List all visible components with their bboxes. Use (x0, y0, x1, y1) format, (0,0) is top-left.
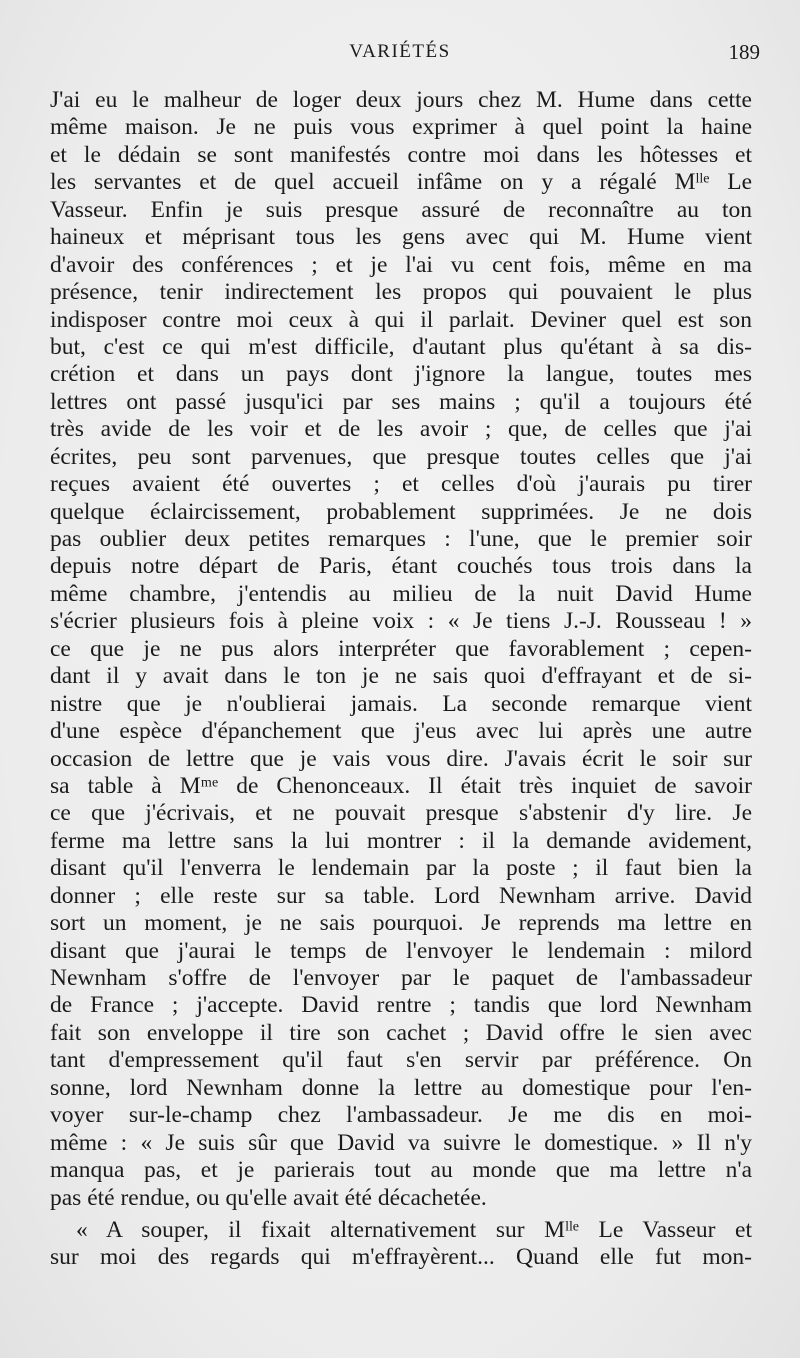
text-line: haineux et méprisant tous les gens avec qui M. Hume vient (50, 224, 752, 251)
text-line: ferme ma lettre sans la lui montrer : il la demande avidement, (50, 827, 752, 854)
text-line: sort un moment, je ne sais pourquoi. Je reprends ma lettre en (50, 910, 752, 937)
text-line: Newnham s'offre de l'envoyer par le paquet de l'ambassadeur (50, 965, 752, 991)
text-line: tant d'empressement qu'il faut s'en servir par préférence. On (50, 1047, 752, 1074)
text-line: but, c'est ce qui m'est difficile, d'autant plus qu'étant à sa dis- (50, 333, 752, 360)
text-line: très avide de les voir et de les avoir ; que, de celles que j'ai (50, 416, 752, 443)
text-line: reçues avaient été ouvertes ; et celles d'où j'aurais pu tirer (50, 471, 752, 498)
running-title: VARIÉTÉS (349, 41, 451, 62)
text-line: ce que je ne pus alors interpréter que favorablement ; cepen- (50, 635, 752, 662)
text-line: « A souper, il fixait alternativement sur Mˡˡᵉ Le Vasseur et (76, 1216, 752, 1243)
text-line: pas été rendue, ou qu'elle avait été décachetée. (50, 1184, 487, 1211)
text-line: lettres ont passé jusqu'ici par ses mains ; qu'il a toujours été (50, 388, 752, 415)
text-line: de France ; j'accepte. David rentre ; tandis que lord Newnham (50, 992, 752, 1019)
text-line: fait son enveloppe il tire son cachet ; David offre le sien avec (50, 1019, 752, 1046)
text-line: d'avoir des conférences ; et je l'ai vu cent fois, même en ma (50, 251, 752, 278)
text-line: crétion et dans un pays dont j'ignore la langue, toutes mes (50, 361, 752, 388)
text-line: ce que j'écrivais, et ne pouvait presque s'abstenir d'y lire. Je (50, 800, 752, 827)
text-line: présence, tenir indirectement les propos qui pouvaient le plus (50, 279, 752, 306)
text-line: même chambre, j'entendis au milieu de la nuit David Hume (50, 580, 752, 607)
text-line: les servantes et de quel accueil infâme on y a régalé Mˡˡᵉ Le (50, 169, 752, 196)
text-line: Vasseur. Enfin je suis presque assuré de reconnaître au ton (50, 196, 752, 223)
text-line: donner ; elle reste sur sa table. Lord Newnham arrive. David (50, 882, 752, 909)
text-line: manqua pas, et je parierais tout au monde que ma lettre n'a (50, 1157, 752, 1184)
text-line: écrites, peu sont parvenues, que presque toutes celles que j'ai (50, 443, 752, 470)
text-line: dant il y avait dans le ton je ne sais quoi d'effrayant et de si- (50, 663, 752, 690)
text-line: occasion de lettre que je vais vous dire. J'avais écrit le soir sur (50, 745, 752, 772)
text-line: J'ai eu le malheur de loger deux jours chez M. Hume dans cette (50, 87, 752, 113)
text-line: sa table à Mᵐᵉ de Chenonceaux. Il était très inquiet de savoir (50, 772, 752, 799)
text-line: quelque éclaircissement, probablement supprimées. Je ne dois (50, 498, 752, 525)
text-line: s'écrier plusieurs fois à pleine voix : « Je tiens J.-J. Rousseau ! » (50, 608, 752, 635)
text-line: voyer sur-le-champ chez l'ambassadeur. Je me dis en moi- (50, 1102, 752, 1129)
text-line: sonne, lord Newnham donne la lettre au domestique pour l'en- (50, 1074, 752, 1101)
body-text (50, 87, 752, 1272)
text-line: indisposer contre moi ceux à qui il parlait. Deviner quel est son (50, 306, 752, 333)
text-line: même maison. Je ne puis vous exprimer à quel point la haine (50, 114, 752, 141)
text-line: même : « Je suis sûr que David va suivre le domestique. » Il n'y (50, 1129, 752, 1156)
text-line: depuis notre départ de Paris, étant couchés tous trois dans la (50, 553, 752, 580)
text-line: sur moi des regards qui m'effrayèrent... Quand elle fut mon- (50, 1244, 752, 1271)
text-line: nistre que je n'oublierai jamais. La seconde remarque vient (50, 690, 752, 717)
text-line: disant que j'aurai le temps de l'envoyer le lendemain : milord (50, 937, 752, 964)
text-line: et le dédain se sont manifestés contre moi dans les hôtesses et (50, 141, 752, 168)
text-line: pas oublier deux petites remarques : l'une, que le premier soir (50, 526, 752, 552)
text-line: d'une espèce d'épanchement que j'eus avec lui après une autre (50, 718, 752, 745)
running-head (0, 38, 800, 68)
text-line: disant qu'il l'enverra le lendemain par la poste ; il faut bien la (50, 855, 752, 882)
page-number: 189 (728, 40, 760, 64)
